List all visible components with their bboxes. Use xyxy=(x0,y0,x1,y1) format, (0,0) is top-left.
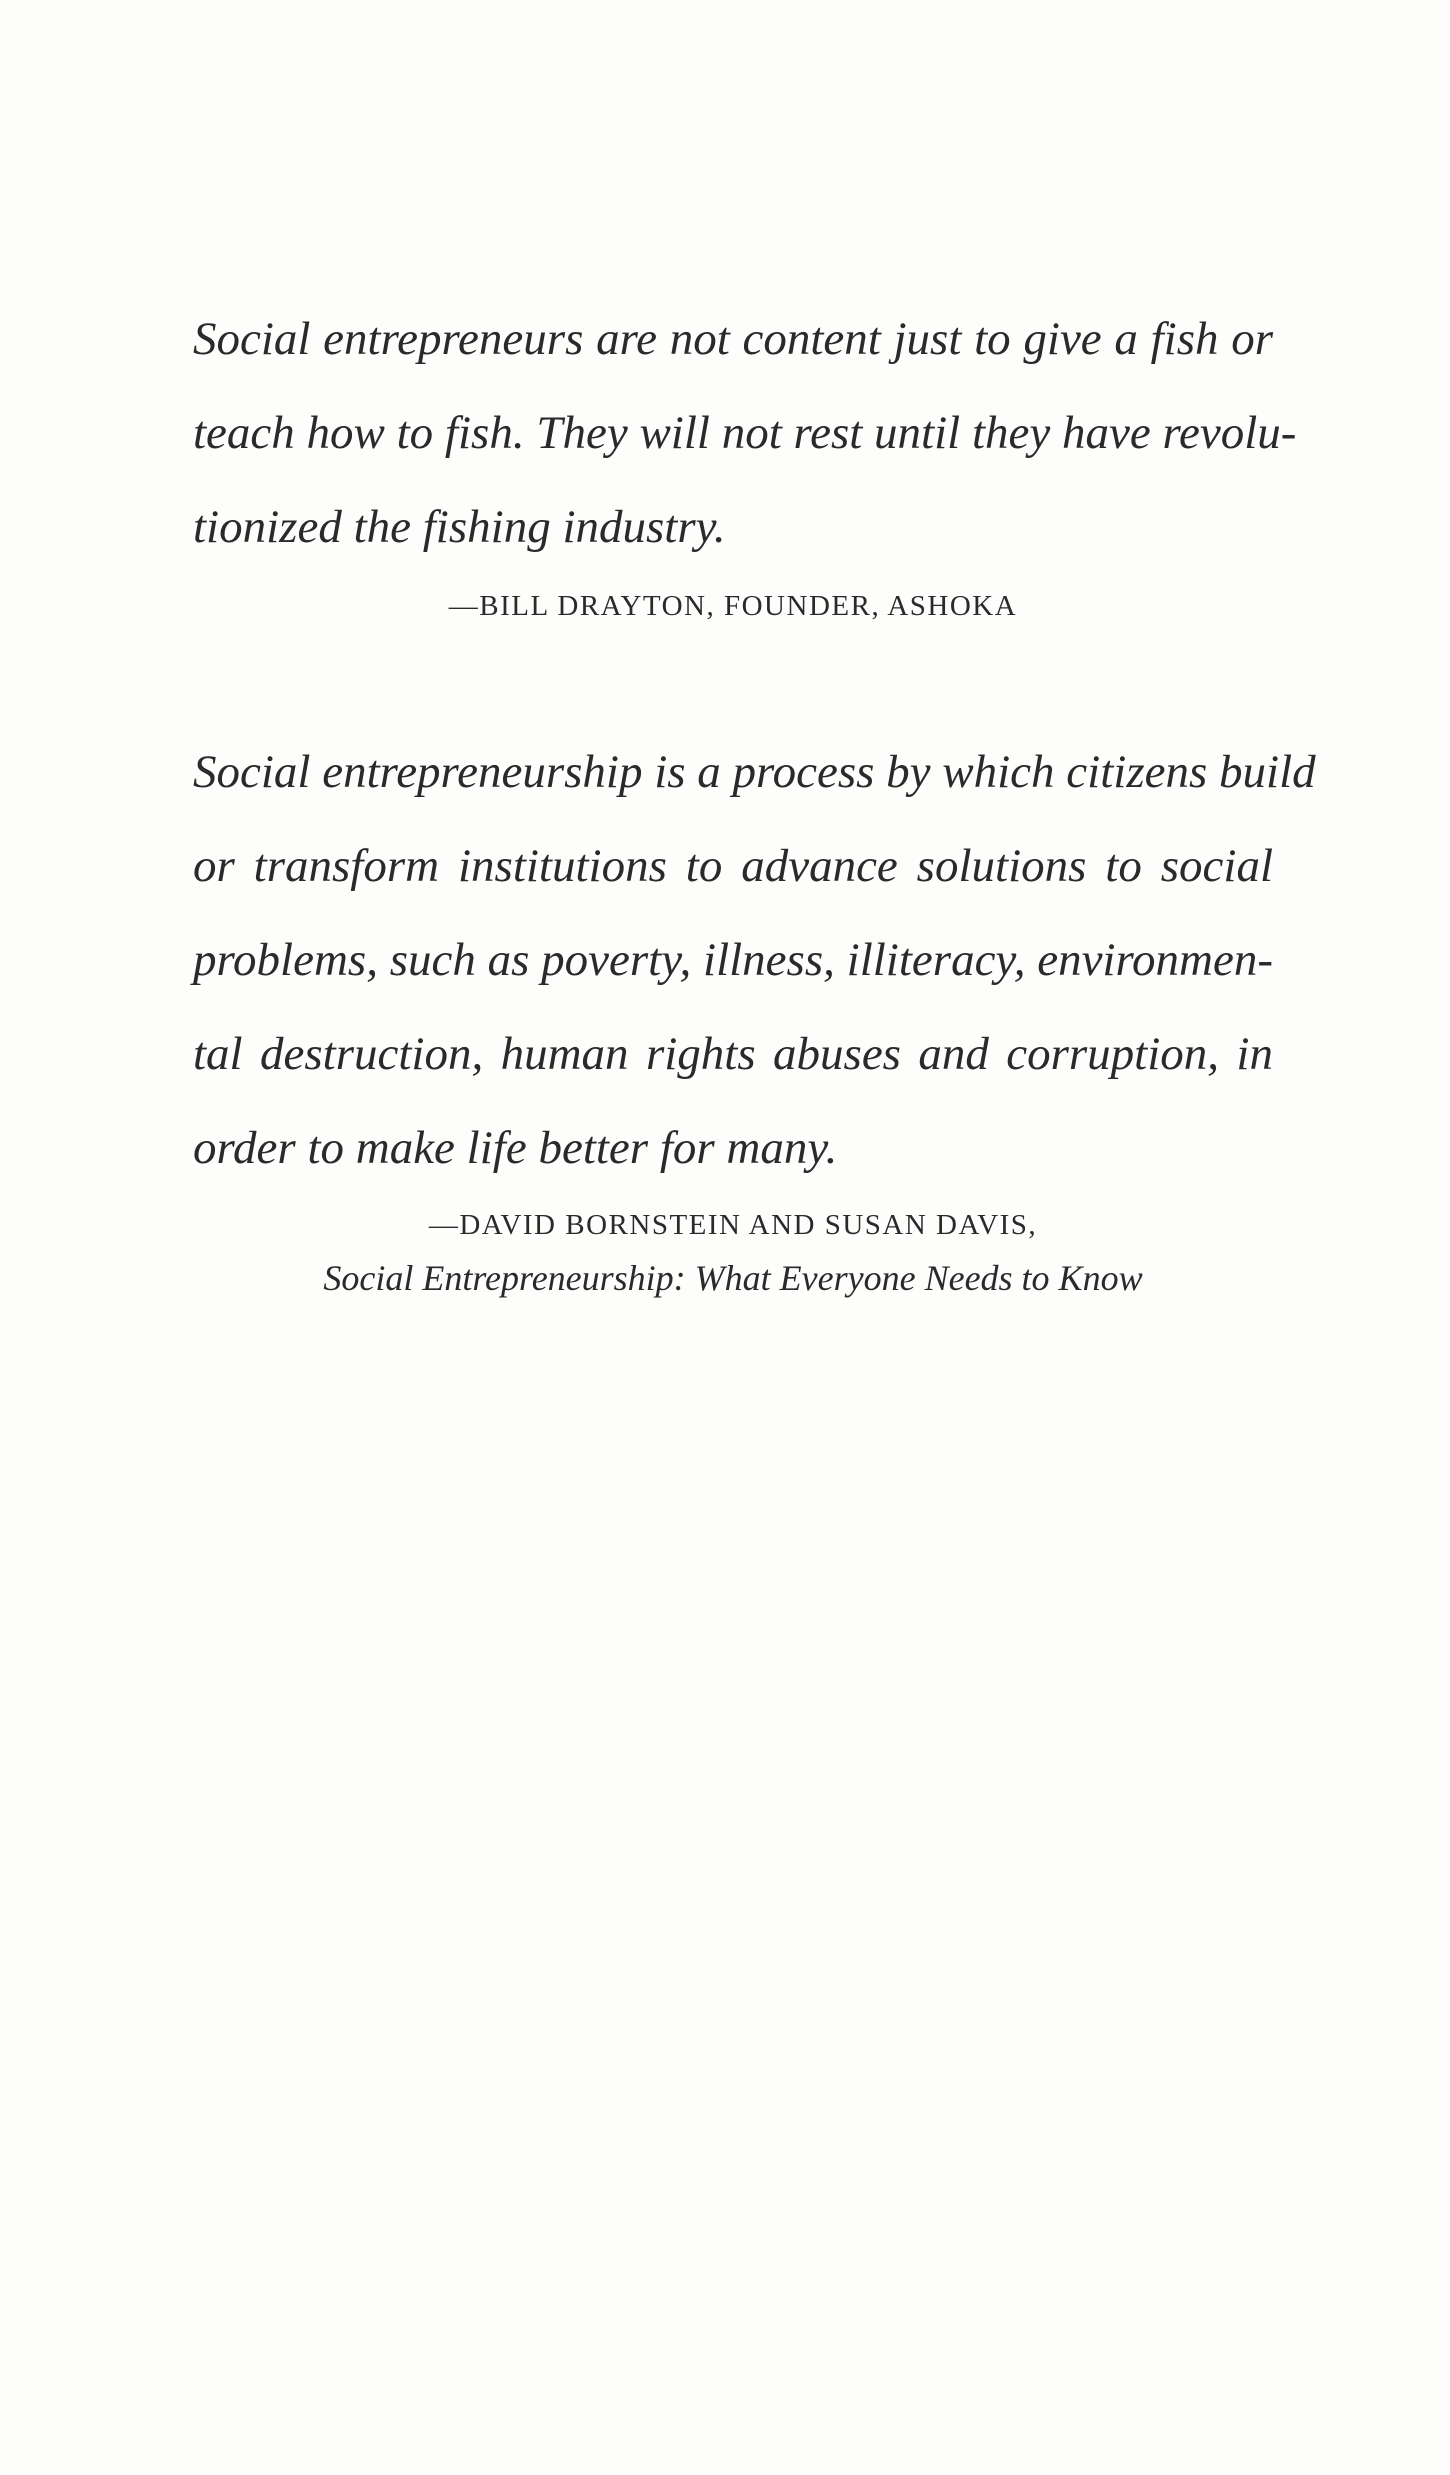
quote-line: problems, such as poverty, illness, illiteracy, environmen- xyxy=(193,934,1273,986)
attribution-authors: —DAVID BORNSTEIN AND SUSAN DAVIS, xyxy=(428,1209,1038,1241)
quote-line: Social entrepreneurship is a process by which citizens build xyxy=(193,746,1316,798)
attribution-source-title: Social Entrepreneurship: What Everyone Needs to Know xyxy=(323,1258,1143,1298)
quote-line: teach how to fish. They will not rest until they have revolu- xyxy=(193,407,1297,459)
quote-bornstein-davis xyxy=(193,725,1316,1305)
quote-drayton xyxy=(193,292,1297,628)
quote-line: tionized the fishing industry. xyxy=(193,501,726,553)
quote-line: or transform institutions to advance solutions to social xyxy=(193,840,1273,892)
quote-line: tal destruction, human rights abuses and corruption, in xyxy=(193,1028,1273,1080)
quote-line: order to make life better for many. xyxy=(193,1122,838,1174)
quote-attribution xyxy=(193,1203,1273,1305)
quote-line: Social entrepreneurs are not content just to give a fish or xyxy=(193,313,1273,365)
quote-attribution: —BILL DRAYTON, FOUNDER, ASHOKA xyxy=(448,590,1018,622)
